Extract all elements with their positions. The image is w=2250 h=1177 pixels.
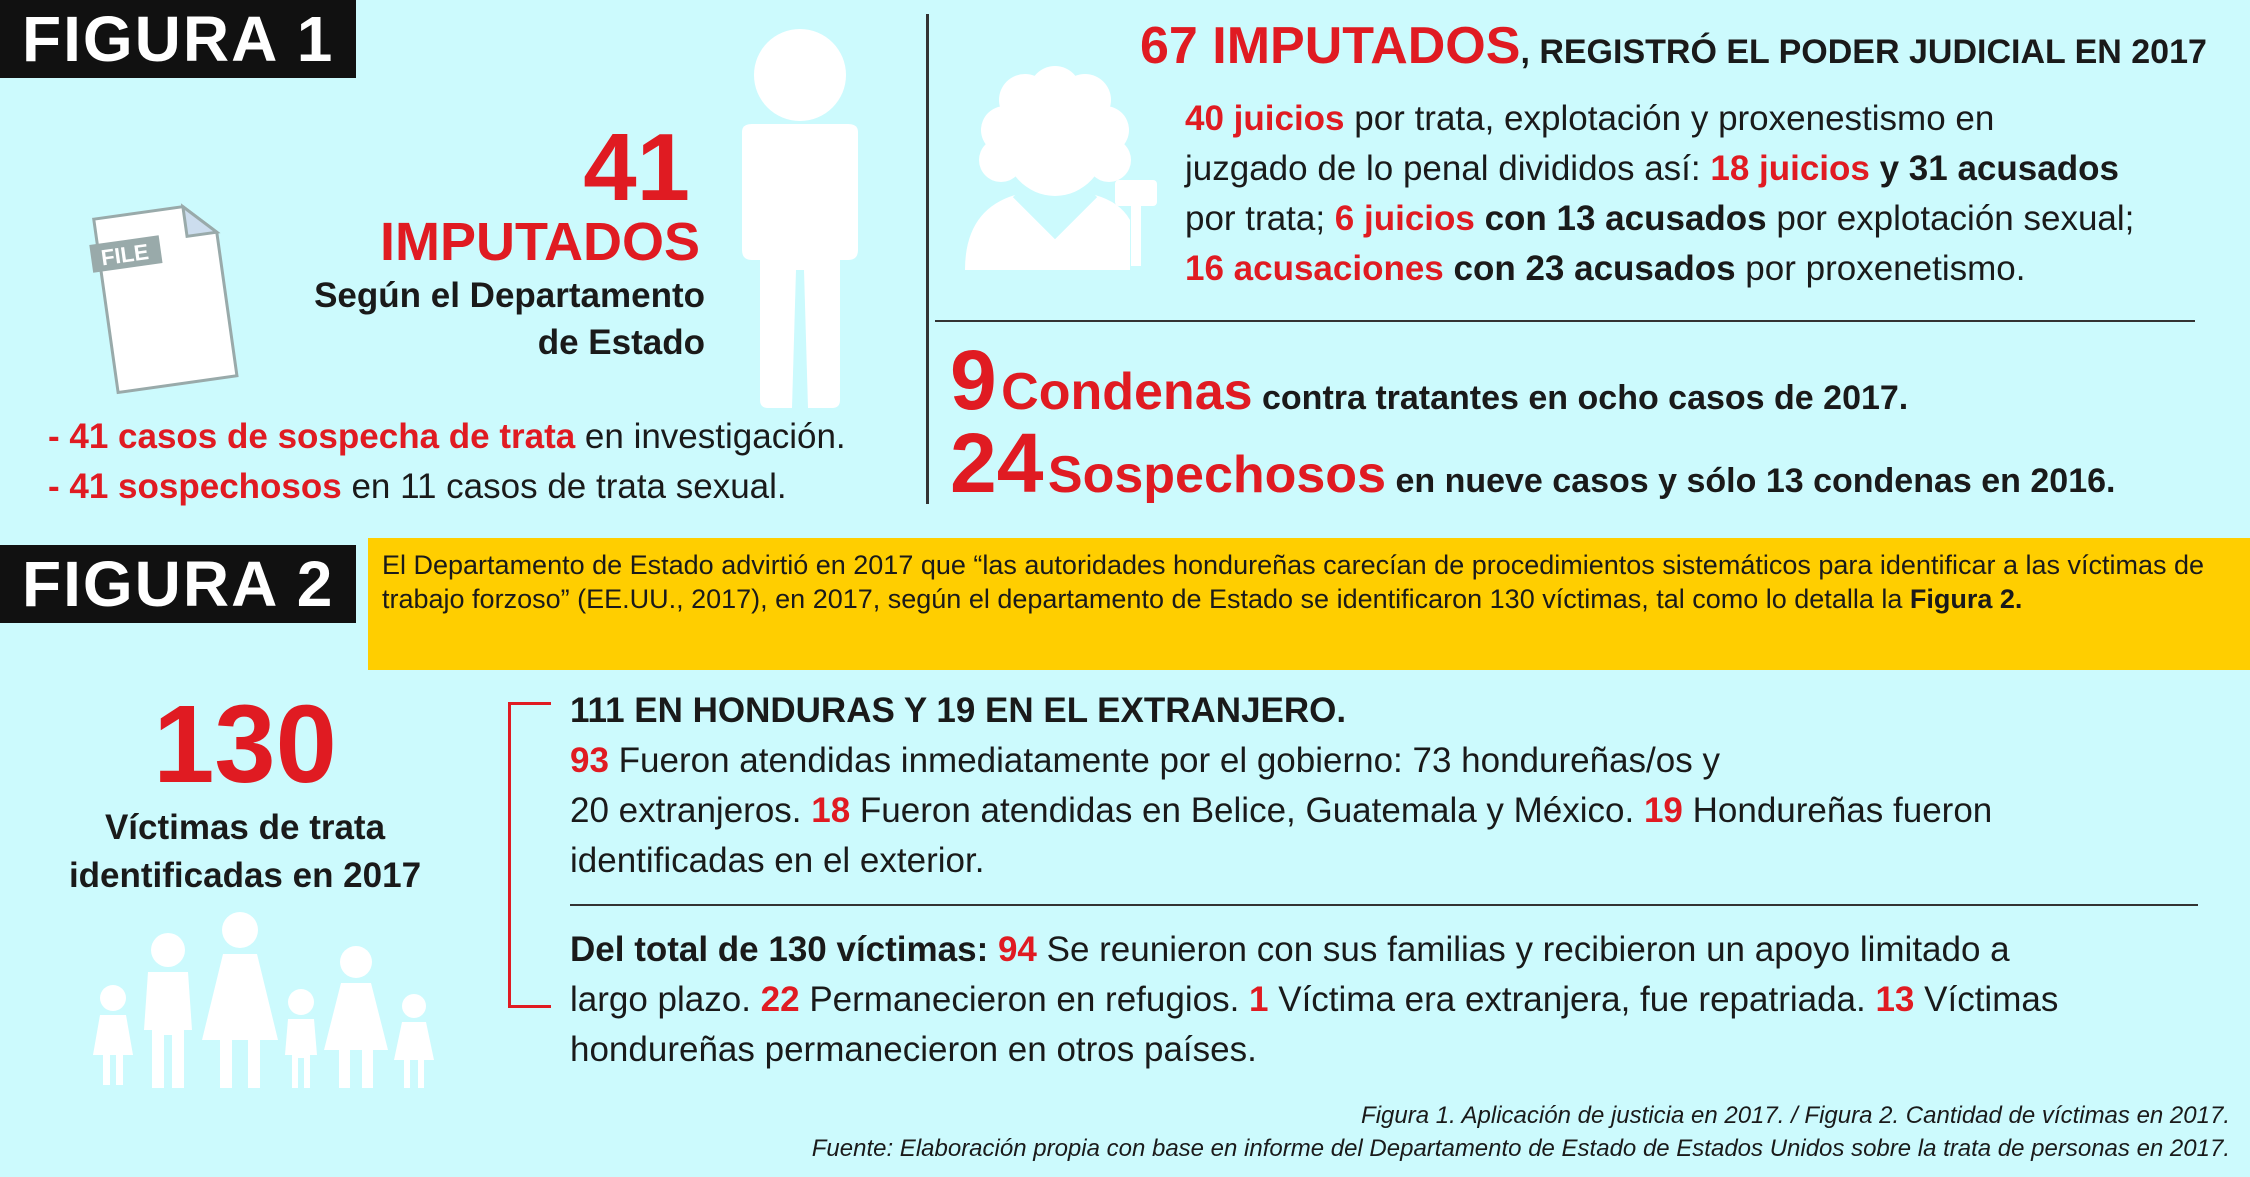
victims-block-1-line-1 <box>570 736 2235 786</box>
figure2-intro-box <box>368 538 2250 670</box>
count-93: 93 <box>570 741 609 780</box>
condenas-text: contra tratantes en ocho casos de 2017. <box>1252 379 1909 417</box>
bullet-1 <box>48 412 928 462</box>
victims-block-2 <box>570 925 2235 1075</box>
victims-block-1-text-2: 20 extranjeros. <box>570 791 812 830</box>
count-22: 22 <box>760 980 800 1019</box>
family-icon <box>88 910 448 1090</box>
figure2-label: FIGURA 2 <box>0 545 356 623</box>
victims-block-1-line-2 <box>570 786 2235 836</box>
judicial-headline-text: , REGISTRÓ EL PODER JUDICIAL EN 2017 <box>1520 33 2207 71</box>
figure2-intro-ref: Figura 2. <box>1909 584 2023 614</box>
acusaciones-16: 16 acusaciones <box>1185 249 1444 288</box>
count-19: 19 <box>1643 791 1683 830</box>
figure1-label: FIGURA 1 <box>0 0 356 78</box>
count-1: 1 <box>1249 980 1269 1019</box>
figure-caption-note: Figura 1. Aplicación de justicia en 2017. / Figura 2. Cantidad de víctimas en 2017. <box>1361 1102 2230 1129</box>
victims-number: 130 <box>153 683 337 806</box>
bullet-1-highlight: - 41 casos de sospecha de trata <box>48 417 576 456</box>
figure2-divider <box>570 904 2198 906</box>
judicial-headline-number: 67 IMPUTADOS <box>1140 17 1521 75</box>
sospechosos-text: en nueve casos y sólo 13 condenas en 2016. <box>1386 462 2116 500</box>
juicios-18: 18 juicios <box>1710 149 1870 188</box>
victims-block-2-text-5: Víctimas <box>1914 980 2059 1019</box>
judicial-line-4 <box>1185 244 2245 294</box>
victims-block-2-text-2: largo plazo. <box>570 980 761 1019</box>
condenas-line <box>950 335 2240 425</box>
judicial-paragraph <box>1185 94 2245 294</box>
file-icon <box>85 190 245 400</box>
file-icon-label: FILE <box>99 239 151 271</box>
victims-block-1-text-3: Fueron atendidas en Belice, Guatemala y México. <box>850 791 1644 830</box>
victims-block-2-text-3: Permanecieron en refugios. <box>799 980 1250 1019</box>
condenas-word: Condenas <box>1001 363 1253 421</box>
victims-block-1-text-1: Fueron atendidas inmediatamente por el gobierno: 73 hondureñas/os y <box>608 741 1720 780</box>
victims-block-2-line-3: hondureñas permanecieron en otros países. <box>570 1030 1257 1069</box>
count-18: 18 <box>811 791 851 830</box>
judicial-line-1 <box>1185 94 2245 144</box>
victims-block-1-line-3: identificadas en el exterior. <box>570 841 985 880</box>
bullet-2-text: en 11 casos de trata sexual. <box>341 467 787 506</box>
judicial-line-4-rest: por proxenetismo. <box>1735 249 2026 288</box>
sospechosos-number: 24 <box>950 416 1044 510</box>
juicios-40: 40 juicios <box>1185 99 1345 138</box>
victims-block-2-text-4: Víctima era extranjera, fue repatriada. <box>1268 980 1876 1019</box>
judicial-line-3-rest: por explotación sexual; <box>1766 199 2135 238</box>
victims-block-2-text-1: Se reunieron con sus familias y recibieron un apoyo limitado a <box>1036 930 2010 969</box>
imputados-number: 41 <box>583 114 690 221</box>
victims-block-2-line-2 <box>570 975 2235 1025</box>
victims-block-1 <box>570 686 2235 886</box>
sospechosos-line <box>950 418 2240 508</box>
figure1-divider-vertical <box>926 14 929 504</box>
judicial-line-2 <box>1185 144 2245 194</box>
judicial-line-3-text: por trata; <box>1185 199 1335 238</box>
condenas-number: 9 <box>950 333 997 427</box>
judicial-line-1-text: por trata, explotación y proxenestismo en <box>1344 99 1995 138</box>
victims-block-1-text-4: Hondureñas fueron <box>1682 791 1993 830</box>
judicial-line-3 <box>1185 194 2245 244</box>
victims-block-2-heading: Del total de 130 víctimas: <box>570 930 998 969</box>
bullet-1-text: en investigación. <box>575 417 846 456</box>
acusados-23: con 23 acusados <box>1443 249 1736 288</box>
sospechosos-word: Sospechosos <box>1047 446 1386 504</box>
judicial-line-2-text: juzgado de lo penal divididos así: <box>1185 149 1711 188</box>
acusados-31: y 31 acusados <box>1869 149 2119 188</box>
victims-caption-2: identificadas en 2017 <box>68 856 422 895</box>
judicial-headline <box>1140 14 2240 84</box>
figure1-divider-horizontal <box>935 320 2195 322</box>
judge-icon <box>945 60 1175 280</box>
acusados-13: con 13 acusados <box>1474 199 1767 238</box>
figure2-intro-text <box>368 538 2250 616</box>
victims-caption-1: Víctimas de trata <box>104 808 386 847</box>
person-icon <box>720 20 880 410</box>
figure2-intro-body: El Departamento de Estado advirtió en 2017 que “las autoridades hondureñas carecían de procedimientos sistemáticos para identificar a las víctimas de trabajo forzoso” (EE.UU., 2017), en 2017, según el departamento de Estado se identificaron 130 víctimas, tal como lo detalla la <box>382 550 2205 614</box>
figure-source-note: Fuente: Elaboración propia con base en informe del Departamento de Estado de Estados Unidos sobre la trata de personas en 2017. <box>811 1135 2230 1162</box>
source-line-1: Según el Departamento <box>314 276 705 315</box>
victims-block-1-heading: 111 EN HONDURAS Y 19 EN EL EXTRANJERO. <box>570 691 1347 730</box>
count-13: 13 <box>1875 980 1915 1019</box>
victims-bracket <box>508 702 551 1008</box>
bullet-2-highlight: - 41 sospechosos <box>48 467 342 506</box>
bullet-2 <box>48 462 928 512</box>
source-line-2: de Estado <box>537 323 705 362</box>
count-94: 94 <box>997 930 1037 969</box>
juicios-6: 6 juicios <box>1334 199 1475 238</box>
victims-block-2-line-1 <box>570 925 2235 975</box>
imputados-label: IMPUTADOS <box>380 212 700 272</box>
